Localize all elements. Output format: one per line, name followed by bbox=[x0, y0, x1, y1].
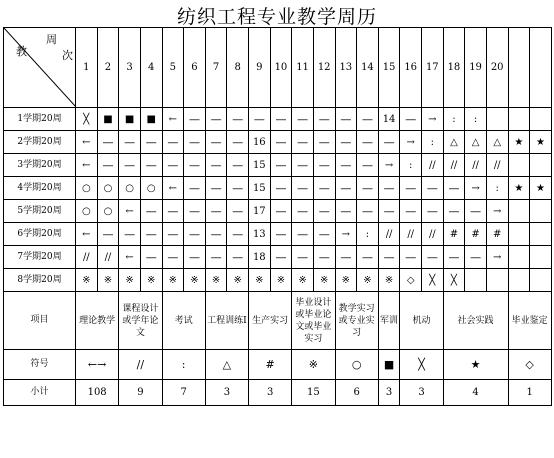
diagonal-line bbox=[4, 28, 76, 107]
schedule-cell: — bbox=[227, 131, 249, 154]
schedule-cell: // bbox=[422, 223, 444, 246]
schedule-cell: ※ bbox=[97, 269, 119, 292]
schedule-cell: ※ bbox=[184, 269, 206, 292]
schedule-cell bbox=[530, 154, 552, 177]
schedule-cell: — bbox=[140, 154, 162, 177]
legend-symbol: # bbox=[249, 350, 292, 380]
schedule-cell: — bbox=[270, 200, 292, 223]
week-number: 18 bbox=[443, 28, 465, 108]
schedule-cell: // bbox=[422, 154, 444, 177]
legend-count: 9 bbox=[119, 380, 162, 406]
schedule-cell: ← bbox=[119, 246, 141, 269]
legend-name: 军训 bbox=[378, 292, 400, 350]
schedule-cell: — bbox=[162, 131, 184, 154]
schedule-cell: ※ bbox=[335, 269, 357, 292]
schedule-cell: → bbox=[335, 223, 357, 246]
schedule-cell bbox=[530, 269, 552, 292]
schedule-cell: ← bbox=[119, 200, 141, 223]
schedule-cell: ※ bbox=[76, 269, 98, 292]
week-number: 17 bbox=[422, 28, 444, 108]
schedule-cell: — bbox=[443, 200, 465, 223]
schedule-cell: △ bbox=[443, 131, 465, 154]
schedule-cell: — bbox=[313, 177, 335, 200]
schedule-cell: — bbox=[119, 154, 141, 177]
week-number: 20 bbox=[486, 28, 508, 108]
schedule-cell bbox=[508, 108, 530, 131]
schedule-cell: // bbox=[443, 154, 465, 177]
schedule-cell: # bbox=[465, 223, 487, 246]
schedule-cell: ╳ bbox=[422, 269, 444, 292]
schedule-cell bbox=[530, 200, 552, 223]
week-number: 11 bbox=[292, 28, 314, 108]
schedule-cell: ※ bbox=[162, 269, 184, 292]
corner-jiao: 教 bbox=[16, 45, 27, 58]
schedule-cell: ◇ bbox=[400, 269, 422, 292]
schedule-cell: 13 bbox=[249, 223, 271, 246]
legend-name: 课程设计或学年论文 bbox=[119, 292, 162, 350]
schedule-cell: ← bbox=[76, 154, 98, 177]
legend-count: 15 bbox=[292, 380, 335, 406]
semester-label: 4学期20周 bbox=[4, 177, 76, 200]
schedule-cell: ○ bbox=[76, 200, 98, 223]
page-title: 纺织工程专业教学周历 bbox=[176, 6, 377, 28]
schedule-cell: — bbox=[205, 246, 227, 269]
schedule-cell: — bbox=[119, 223, 141, 246]
schedule-cell: — bbox=[205, 131, 227, 154]
schedule-cell: — bbox=[162, 246, 184, 269]
schedule-cell: — bbox=[422, 246, 444, 269]
schedule-cell: — bbox=[162, 154, 184, 177]
schedule-cell: — bbox=[292, 177, 314, 200]
schedule-cell: — bbox=[97, 154, 119, 177]
schedule-cell: ★ bbox=[530, 131, 552, 154]
schedule-cell: — bbox=[162, 223, 184, 246]
week-number: 15 bbox=[378, 28, 400, 108]
schedule-cell: — bbox=[400, 200, 422, 223]
corner-zhou: 周 bbox=[46, 33, 57, 46]
schedule-cell: — bbox=[313, 200, 335, 223]
schedule-cell: # bbox=[443, 223, 465, 246]
schedule-cell bbox=[508, 200, 530, 223]
schedule-cell: ○ bbox=[97, 200, 119, 223]
schedule-cell: — bbox=[205, 108, 227, 131]
schedule-cell: ※ bbox=[378, 269, 400, 292]
schedule-cell: — bbox=[313, 108, 335, 131]
schedule-cell: — bbox=[292, 154, 314, 177]
schedule-cell: — bbox=[227, 200, 249, 223]
legend-name: 工程训练Ⅰ bbox=[205, 292, 248, 350]
schedule-cell: — bbox=[335, 200, 357, 223]
legend-count: 7 bbox=[162, 380, 205, 406]
schedule-cell: — bbox=[422, 177, 444, 200]
schedule-cell: — bbox=[249, 108, 271, 131]
schedule-cell: // bbox=[76, 246, 98, 269]
schedule-cell: — bbox=[227, 223, 249, 246]
schedule-cell: — bbox=[270, 177, 292, 200]
semester-label: 2学期20周 bbox=[4, 131, 76, 154]
schedule-cell: — bbox=[292, 223, 314, 246]
schedule-cell: ※ bbox=[140, 269, 162, 292]
week-number: 14 bbox=[357, 28, 379, 108]
schedule-cell: — bbox=[378, 200, 400, 223]
schedule-cell: — bbox=[335, 177, 357, 200]
schedule-cell: — bbox=[400, 246, 422, 269]
legend-count: 108 bbox=[76, 380, 119, 406]
schedule-cell: ※ bbox=[119, 269, 141, 292]
week-number: 5 bbox=[162, 28, 184, 108]
schedule-cell: : bbox=[443, 108, 465, 131]
legend-count: 4 bbox=[443, 380, 508, 406]
semester-label: 8学期20周 bbox=[4, 269, 76, 292]
schedule-cell: ※ bbox=[292, 269, 314, 292]
schedule-cell: — bbox=[357, 246, 379, 269]
schedule-cell: ← bbox=[76, 131, 98, 154]
schedule-cell: — bbox=[119, 131, 141, 154]
schedule-cell: — bbox=[357, 200, 379, 223]
schedule-cell: — bbox=[313, 223, 335, 246]
schedule-cell: — bbox=[465, 246, 487, 269]
schedule-cell bbox=[486, 108, 508, 131]
schedule-cell: → bbox=[400, 131, 422, 154]
schedule-cell: → bbox=[465, 177, 487, 200]
legend-count: 1 bbox=[508, 380, 551, 406]
legend-count: 3 bbox=[205, 380, 248, 406]
schedule-cell bbox=[465, 269, 487, 292]
schedule-cell bbox=[508, 246, 530, 269]
schedule-cell: → bbox=[422, 108, 444, 131]
schedule-cell: 18 bbox=[249, 246, 271, 269]
corner-ci: 次 bbox=[62, 49, 73, 62]
schedule-cell: ← bbox=[76, 223, 98, 246]
week-number: 10 bbox=[270, 28, 292, 108]
legend-symbol: △ bbox=[205, 350, 248, 380]
schedule-cell: — bbox=[162, 200, 184, 223]
week-number: 8 bbox=[227, 28, 249, 108]
schedule-cell: ← bbox=[162, 177, 184, 200]
schedule-cell: — bbox=[140, 131, 162, 154]
schedule-cell: — bbox=[227, 246, 249, 269]
schedule-cell: ╳ bbox=[443, 269, 465, 292]
schedule-cell: ■ bbox=[97, 108, 119, 131]
legend-symbol: ★ bbox=[443, 350, 508, 380]
schedule-cell: — bbox=[270, 223, 292, 246]
schedule-cell: — bbox=[205, 154, 227, 177]
schedule-cell: ※ bbox=[270, 269, 292, 292]
schedule-cell: — bbox=[97, 223, 119, 246]
week-number: 2 bbox=[97, 28, 119, 108]
legend-symbol: ←→ bbox=[76, 350, 119, 380]
schedule-cell: // bbox=[400, 223, 422, 246]
schedule-cell: — bbox=[184, 177, 206, 200]
schedule-cell: — bbox=[335, 131, 357, 154]
schedule-cell: → bbox=[486, 246, 508, 269]
legend-count-label: 小计 bbox=[4, 380, 76, 406]
legend-name: 教学实习或专业实习 bbox=[335, 292, 378, 350]
legend-name: 生产实习 bbox=[249, 292, 292, 350]
schedule-cell: — bbox=[357, 131, 379, 154]
schedule-cell: — bbox=[184, 131, 206, 154]
schedule-cell bbox=[486, 269, 508, 292]
schedule-cell: — bbox=[400, 177, 422, 200]
schedule-cell: — bbox=[205, 177, 227, 200]
schedule-cell: — bbox=[400, 108, 422, 131]
legend-count: 6 bbox=[335, 380, 378, 406]
week-number bbox=[530, 28, 552, 108]
schedule-cell: — bbox=[184, 154, 206, 177]
schedule-cell: → bbox=[486, 200, 508, 223]
semester-label: 6学期20周 bbox=[4, 223, 76, 246]
schedule-cell: — bbox=[184, 223, 206, 246]
schedule-cell: △ bbox=[465, 131, 487, 154]
schedule-cell: — bbox=[140, 200, 162, 223]
schedule-cell: ╳ bbox=[76, 108, 98, 131]
schedule-cell: — bbox=[270, 154, 292, 177]
legend-symbol: ○ bbox=[335, 350, 378, 380]
schedule-cell: ※ bbox=[313, 269, 335, 292]
schedule-cell: — bbox=[205, 200, 227, 223]
schedule-cell: ★ bbox=[508, 177, 530, 200]
legend-name: 考试 bbox=[162, 292, 205, 350]
schedule-cell: ※ bbox=[227, 269, 249, 292]
schedule-cell: — bbox=[357, 154, 379, 177]
schedule-cell: — bbox=[97, 131, 119, 154]
schedule-cell: ★ bbox=[508, 131, 530, 154]
schedule-cell bbox=[508, 223, 530, 246]
schedule-cell: — bbox=[270, 131, 292, 154]
schedule-cell: — bbox=[292, 246, 314, 269]
schedule-cell: — bbox=[227, 154, 249, 177]
schedule-cell: — bbox=[292, 108, 314, 131]
schedule-cell: ○ bbox=[97, 177, 119, 200]
schedule-cell: — bbox=[422, 200, 444, 223]
legend-count: 3 bbox=[400, 380, 443, 406]
week-number: 19 bbox=[465, 28, 487, 108]
schedule-cell: 14 bbox=[378, 108, 400, 131]
schedule-cell: // bbox=[465, 154, 487, 177]
legend-name-label: 项目 bbox=[4, 292, 76, 350]
legend-symbol: ◇ bbox=[508, 350, 551, 380]
legend-symbol-label: 符号 bbox=[4, 350, 76, 380]
schedule-cell: 15 bbox=[249, 177, 271, 200]
schedule-cell: — bbox=[335, 108, 357, 131]
legend-name: 毕业设计或毕业论文或毕业实习 bbox=[292, 292, 335, 350]
schedule-cell: — bbox=[378, 246, 400, 269]
schedule-cell: // bbox=[97, 246, 119, 269]
schedule-cell: — bbox=[270, 246, 292, 269]
schedule-cell: — bbox=[227, 177, 249, 200]
schedule-cell: ■ bbox=[119, 108, 141, 131]
schedule-cell: ※ bbox=[249, 269, 271, 292]
schedule-cell: — bbox=[313, 246, 335, 269]
schedule-cell: — bbox=[378, 177, 400, 200]
legend-name: 社会实践 bbox=[443, 292, 508, 350]
schedule-cell: : bbox=[486, 177, 508, 200]
semester-label: 3学期20周 bbox=[4, 154, 76, 177]
schedule-cell: — bbox=[140, 246, 162, 269]
schedule-cell: ※ bbox=[357, 269, 379, 292]
schedule-cell: — bbox=[378, 131, 400, 154]
schedule-cell: // bbox=[486, 154, 508, 177]
schedule-cell: — bbox=[184, 108, 206, 131]
schedule-cell: ※ bbox=[205, 269, 227, 292]
schedule-cell bbox=[530, 246, 552, 269]
week-number: 12 bbox=[313, 28, 335, 108]
legend-name: 理论教学 bbox=[76, 292, 119, 350]
schedule-cell: — bbox=[313, 154, 335, 177]
schedule-cell: ★ bbox=[530, 177, 552, 200]
week-number: 4 bbox=[140, 28, 162, 108]
schedule-cell bbox=[508, 269, 530, 292]
schedule-cell: — bbox=[443, 177, 465, 200]
schedule-cell: — bbox=[140, 223, 162, 246]
semester-label: 1学期20周 bbox=[4, 108, 76, 131]
schedule-cell: — bbox=[335, 154, 357, 177]
schedule-cell bbox=[530, 223, 552, 246]
schedule-cell: — bbox=[357, 108, 379, 131]
schedule-cell: → bbox=[378, 154, 400, 177]
schedule-cell: — bbox=[357, 177, 379, 200]
schedule-cell: ○ bbox=[140, 177, 162, 200]
header-corner-cell bbox=[4, 28, 76, 108]
legend-count: 3 bbox=[378, 380, 400, 406]
legend-name: 机动 bbox=[400, 292, 443, 350]
week-number: 16 bbox=[400, 28, 422, 108]
semester-label: 5学期20周 bbox=[4, 200, 76, 223]
week-number bbox=[508, 28, 530, 108]
teaching-calendar-table bbox=[3, 27, 552, 406]
schedule-cell: — bbox=[465, 200, 487, 223]
schedule-cell: : bbox=[422, 131, 444, 154]
schedule-cell: — bbox=[205, 223, 227, 246]
schedule-cell: : bbox=[400, 154, 422, 177]
schedule-cell: — bbox=[313, 131, 335, 154]
schedule-cell bbox=[508, 154, 530, 177]
week-number: 6 bbox=[184, 28, 206, 108]
week-number: 1 bbox=[76, 28, 98, 108]
schedule-cell: — bbox=[184, 246, 206, 269]
legend-symbol: ※ bbox=[292, 350, 335, 380]
schedule-cell: ○ bbox=[76, 177, 98, 200]
schedule-cell: : bbox=[465, 108, 487, 131]
week-number: 7 bbox=[205, 28, 227, 108]
week-number: 13 bbox=[335, 28, 357, 108]
semester-label: 7学期20周 bbox=[4, 246, 76, 269]
week-number: 9 bbox=[249, 28, 271, 108]
schedule-cell: △ bbox=[486, 131, 508, 154]
schedule-cell: // bbox=[378, 223, 400, 246]
schedule-cell: ← bbox=[162, 108, 184, 131]
schedule-cell: — bbox=[227, 108, 249, 131]
schedule-cell: — bbox=[184, 200, 206, 223]
legend-symbol: ╳ bbox=[400, 350, 443, 380]
schedule-cell: 16 bbox=[249, 131, 271, 154]
schedule-cell: — bbox=[292, 200, 314, 223]
schedule-cell: ■ bbox=[140, 108, 162, 131]
schedule-cell bbox=[530, 108, 552, 131]
schedule-cell: ○ bbox=[119, 177, 141, 200]
schedule-cell: 15 bbox=[249, 154, 271, 177]
schedule-cell: — bbox=[335, 246, 357, 269]
week-number: 3 bbox=[119, 28, 141, 108]
schedule-cell: # bbox=[486, 223, 508, 246]
schedule-cell: : bbox=[357, 223, 379, 246]
legend-count: 3 bbox=[249, 380, 292, 406]
schedule-cell: — bbox=[292, 131, 314, 154]
legend-symbol: ■ bbox=[378, 350, 400, 380]
schedule-cell: — bbox=[270, 108, 292, 131]
legend-symbol: : bbox=[162, 350, 205, 380]
legend-name: 毕业鉴定 bbox=[508, 292, 551, 350]
legend-symbol: // bbox=[119, 350, 162, 380]
schedule-cell: 17 bbox=[249, 200, 271, 223]
schedule-cell: — bbox=[443, 246, 465, 269]
